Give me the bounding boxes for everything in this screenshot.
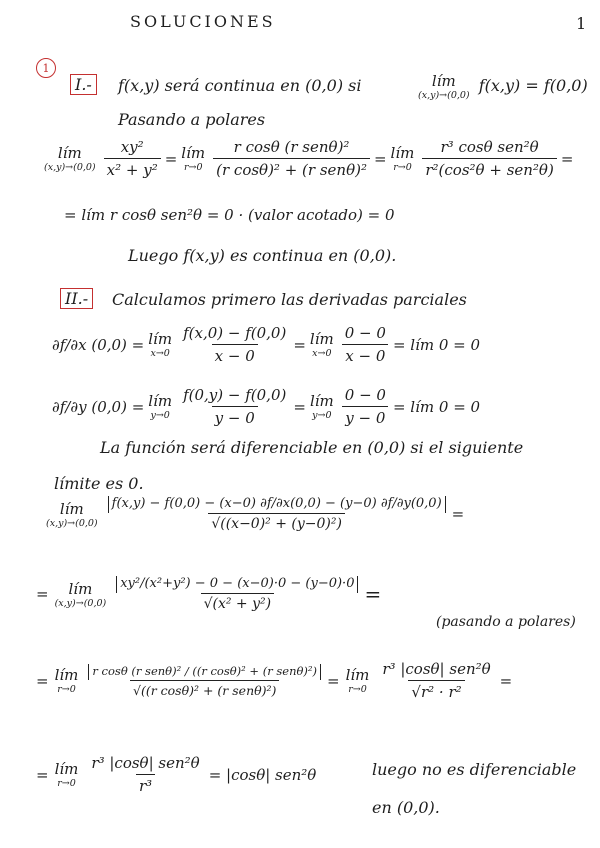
lim-sub: x→0 <box>150 348 170 359</box>
partial-x-mid-fraction <box>342 324 389 365</box>
step1-mid-fraction <box>213 138 370 179</box>
partial-y-end: = lím 0 = 0 <box>392 397 481 416</box>
fraction-numerator: f(x,y) − f(0,0) − (x−0) ∂f/∂x(0,0) − (y−0) ∂f/∂y(0,0) <box>108 496 446 513</box>
lim-sub: r→0 <box>393 162 412 173</box>
diff-limit-4: = lím r→0 $\frac{\text{r³ |cosθ| sen²θ}}{\text{r³}}$ = |cosθ| sen²θ <box>36 754 317 795</box>
partial-x-fraction <box>180 324 289 365</box>
lim-sub: r→0 <box>183 162 203 173</box>
lim-word: lím <box>54 760 79 778</box>
diff-text-line2: límite es 0. <box>54 474 144 493</box>
part2-label: II.- <box>60 288 93 309</box>
lim-sub: r→0 <box>348 684 367 695</box>
fraction-denominator: y − 0 <box>342 406 388 427</box>
problem-number-circle <box>36 58 56 78</box>
lim-sub: (x,y)→(0,0) <box>54 597 107 609</box>
fraction-numerator: f(x,0) − f(0,0) <box>183 324 287 342</box>
polar-note-2: (pasando a polares) <box>436 614 576 630</box>
lim-sub: x→0 <box>312 348 332 359</box>
fraction-denominator: r²(cos²θ + sen²θ) <box>422 158 556 179</box>
fraction-numerator: xy² <box>120 138 144 156</box>
fraction-numerator: 0 − 0 <box>344 324 386 342</box>
lim-word: lím <box>57 144 82 162</box>
lim-sub: y→0 <box>312 410 332 421</box>
lim-word: lím <box>181 144 206 162</box>
fraction-numerator: 0 − 0 <box>344 386 386 404</box>
diff-limit-3-fraction <box>88 664 321 698</box>
fraction-numerator: f(0,y) − f(0,0) <box>183 386 287 404</box>
problem-number: 1 <box>42 61 50 75</box>
final-conclusion-line2: en (0,0). <box>372 798 440 817</box>
fraction-numerator: r³ |cosθ| sen²θ <box>91 754 200 772</box>
lim-sub: r→0 <box>57 778 76 789</box>
lim-word: lím <box>68 579 93 598</box>
diff-limit-1-fraction <box>108 496 446 532</box>
fraction-numerator: r cosθ (r senθ)² / ((r cosθ)² + (r senθ)²) <box>88 664 321 680</box>
lim-word: lím <box>54 666 79 684</box>
diff-limit-2: = lím (x,y)→(0,0) $\frac{\text{xy²/(x²+y²) − 0 − (x−0)·0 − (y−0)·0}}{\text{√(x² + y²)}}$ = <box>36 576 382 612</box>
lim-word: lím <box>59 499 84 518</box>
fraction-denominator: r³ <box>136 774 155 795</box>
fraction-denominator: √r² · r² <box>408 680 464 701</box>
continuity-conclusion: Luego f(x,y) es continua en (0,0). <box>128 246 397 265</box>
fraction-denominator: x − 0 <box>342 344 388 365</box>
fraction-denominator: y − 0 <box>212 406 258 427</box>
lim-word: lím <box>148 392 173 410</box>
diff-limit-3: = lím r→0 $\frac{\text{r cosθ (r senθ)² / ((r cosθ)² + (r senθ)²)}}{\text{√((r cosθ)² + (r senθ)²)}}$ = lím r→0 $\frac{\text{r³ |cosθ| sen²θ}}{\text{√r² · r²}}$ = <box>36 660 513 701</box>
polar-note: Pasando a polares <box>118 110 266 129</box>
page-number: 1 <box>576 14 587 33</box>
lim-word: lím <box>345 666 370 684</box>
page-title: SOLUCIONES <box>130 12 276 31</box>
step1-lhs-fraction <box>104 138 161 179</box>
lim-sub: r→0 <box>57 684 76 695</box>
fraction-denominator: x² + y² <box>104 158 161 179</box>
diff-limit-4-end: = |cosθ| sen²θ <box>208 765 317 784</box>
diff-limit-1: lím (x,y)→(0,0) $\frac{f(x,y) - f(0,0) - (x-0) \partial f/\partial x(0,0) - (y-0) \partial f/\partial y(0,0)}{\text{√((x−0)² + (y−0)²)}}$ = <box>46 496 465 532</box>
part2-intro: Calculamos primero las derivadas parciales <box>112 290 467 309</box>
partial-y-lhs: ∂f/∂y (0,0) = <box>52 397 145 416</box>
part1-intro-eq: f(x,y) = f(0,0) <box>478 76 588 95</box>
fraction-numerator: r cosθ (r senθ)² <box>233 138 350 156</box>
partial-y-mid-fraction <box>342 386 389 427</box>
lim-sub: (x,y)→(0,0) <box>44 162 96 173</box>
lim-sub: (x,y)→(0,0) <box>46 517 98 529</box>
continuity-limit-chain: lím (x,y)→(0,0) $\frac{\text{xy²}}{\text{x² + y²}}$ = lím r→0 $\frac{\text{r cosθ (r senθ)²}}{\text{(r cosθ)² + (r senθ)²}}$ = lím r→0 $\frac{\text{r³ cosθ sen²θ}}{\text{r²(cos²θ + sen²θ)}}$ = <box>44 138 574 179</box>
partial-y-line: ∂f/∂y (0,0) = lím y→0 $\frac{f(0,y) - f(0,0)}{y - 0}$ = lím y→0 $\frac{0 - 0}{y - 0}$ = lím 0 = 0 <box>52 386 481 427</box>
step2-line: = lím r cosθ sen²θ = 0 · (valor acotado) = 0 <box>64 206 395 224</box>
fraction-denominator: √(x² + y²) <box>201 593 275 612</box>
lim-sub: (x,y)→(0,0) <box>418 90 470 101</box>
fraction-denominator: x − 0 <box>212 344 258 365</box>
lim-word: lím <box>309 330 334 348</box>
step1-rhs-fraction <box>422 138 556 179</box>
partial-y-fraction <box>180 386 289 427</box>
lim-word: lím <box>390 144 415 162</box>
lim-word: lím <box>309 392 334 410</box>
diff-limit-4-fraction <box>88 754 202 795</box>
fraction-numerator: r³ |cosθ| sen²θ <box>382 660 491 678</box>
fraction-denominator: (r cosθ)² + (r senθ)² <box>213 158 370 179</box>
partial-x-end: = lím 0 = 0 <box>392 335 481 354</box>
fraction-numerator: r³ cosθ sen²θ <box>440 138 539 156</box>
partial-x-line: ∂f/∂x (0,0) = lím x→0 $\frac{f(x,0) - f(0,0)}{x - 0}$ = lím x→0 $\frac{0 - 0}{x - 0}$ = lím 0 = 0 <box>52 324 481 365</box>
final-conclusion-line1: luego no es diferenciable <box>372 760 577 779</box>
lim-word: lím <box>431 72 456 90</box>
part1-label: I.- <box>70 74 97 95</box>
diff-limit-3-rhs-fraction <box>379 660 493 701</box>
fraction-denominator: √((r cosθ)² + (r senθ)²) <box>130 680 279 698</box>
fraction-numerator: xy²/(x²+y²) − 0 − (x−0)·0 − (y−0)·0 <box>116 576 358 593</box>
fraction-denominator: √((x−0)² + (y−0)²) <box>208 513 345 532</box>
partial-x-lhs: ∂f/∂x (0,0) = <box>52 335 145 354</box>
lim-word: lím <box>148 330 173 348</box>
part1-intro: f(x,y) será continua en (0,0) si <box>118 76 362 95</box>
diff-limit-2-fraction <box>116 576 358 612</box>
lim-sub: y→0 <box>150 410 170 421</box>
diff-text-line1: La función será diferenciable en (0,0) si el siguiente <box>100 438 524 457</box>
part1-intro-limit <box>418 72 588 101</box>
